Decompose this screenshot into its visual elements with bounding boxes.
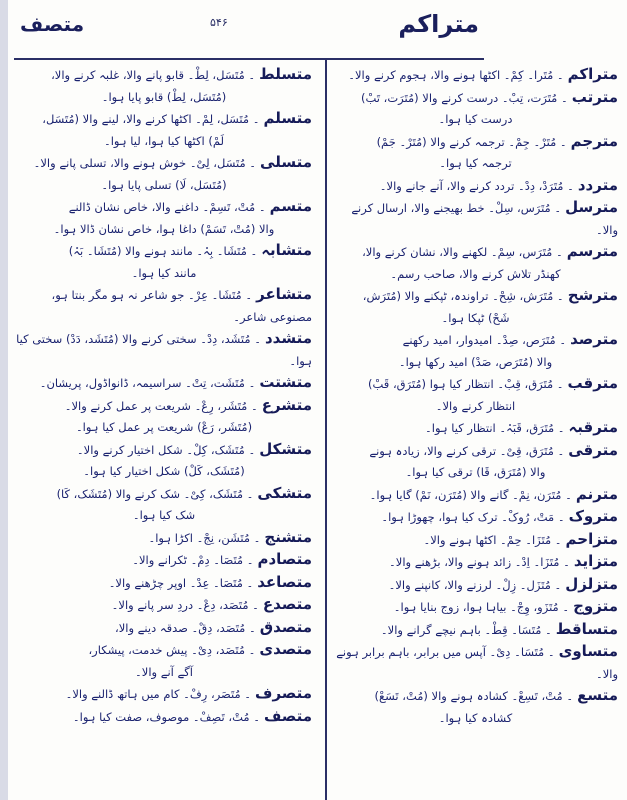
dictionary-entry [16, 527, 312, 550]
entry-continuation: (مُتَشَک، کَلْ) شکل اختیار کیا ہوا۔ [83, 464, 245, 478]
entry-definition: ۔ مُتَزَا۔ اِدْ۔ زائد ہونے والا، بڑھنے والا۔ [389, 555, 570, 569]
entry-headword: متزوج [573, 597, 618, 615]
entry-definition: ۔ مُتَشَد، دِدْ۔ سختی کرنے والا (مُتَشَد، دَدْ) سختی کیا ہوا۔ [16, 332, 312, 368]
entry-definition: ۔ مُتْ، تَسِعْ۔ کشادہ ہونے والا (مُتْ، تَسَعْ) [374, 689, 574, 703]
dictionary-entry [16, 594, 312, 617]
entry-definition: ۔ مُتَزَل۔ زِلْ۔ لرزنے والا، کانپنے والا۔ [388, 577, 562, 592]
entry-definition: ۔ مُتَشَا۔ بِہْ۔ مانند ہونے والا (مُتَشَا۔ بَہْ) [68, 244, 258, 258]
dictionary-entry [333, 484, 618, 507]
entry-headword: متصاعد [257, 572, 312, 591]
dictionary-entry [16, 240, 312, 284]
entry-definition: ۔ مَتْ، رُوکْ۔ ترک کیا ہوا، چھوڑا ہوا۔ [381, 510, 565, 524]
entry-definition: ۔ مُتَصَد، دِقْ۔ صدقہ دینے والا، [114, 620, 256, 635]
entry-continuation: شک کیا ہوا۔ [132, 508, 196, 522]
dictionary-entry [333, 440, 618, 484]
dictionary-entry [16, 617, 312, 640]
dictionary-entry [16, 439, 312, 483]
dictionary-entry [16, 483, 312, 527]
entry-definition: ۔ مُتَصَا۔ دِمْ۔ ٹکرانے والا۔ [132, 553, 254, 567]
entry-definition: ۔ مُتَشَا۔ عِرْ۔ جو شاعر نہ ہو مگر بنتا ہو، مصنوعی شاعر۔ [51, 288, 312, 324]
entry-headword: متشتت [259, 373, 312, 391]
entry-continuation: درست کیا ہوا۔ [438, 112, 513, 126]
entry-definition: ۔ مُتْ، تَصِفْ۔ موصوف، صفت کیا ہوا۔ [72, 709, 260, 724]
entry-definition: ۔ مُتَرَن، نِمْ۔ گانے والا (مُتَرَن، نَمْ) گایا ہوا۔ [369, 487, 572, 502]
dictionary-entry [333, 574, 618, 597]
entry-headword: متصرف [255, 684, 312, 702]
dictionary-entry [16, 64, 312, 108]
entry-definition: ۔ مُتَسَل، لِمْ۔ اکٹھا کرنے والا، لینے والا (مُتَسَل، [42, 112, 260, 126]
dictionary-entry [16, 395, 312, 439]
entry-continuation: مانند کیا ہوا۔ [131, 265, 197, 280]
dictionary-entry [333, 417, 618, 440]
entry-definition: ۔ مُتَرَش، شِحْ۔ تراوندہ، ٹپکنے والا (مُتَرَش، [362, 289, 564, 303]
entry-headword: متصدق [259, 617, 312, 636]
entry-definition: ۔ مُتَشَر، رِعْ۔ شریعت پر عمل کرنے والا۔ [64, 398, 258, 413]
entry-definition: ۔ مُتَسَل، لِیْ۔ خوش ہونے والا، تسلی پانے والا۔ [33, 156, 257, 170]
entry-definition: ۔ مُتَشَن، نِجْ۔ اکڑا ہوا۔ [148, 530, 261, 545]
entry-continuation: شَحْ) ٹپکا ہوا۔ [441, 310, 510, 325]
entry-headword: متصدی [259, 640, 312, 658]
entry-headword: متشنج [264, 527, 312, 546]
entry-continuation: (مُتَسَل، لِطْ) قابو پایا ہوا۔ [101, 89, 227, 104]
dictionary-entry [16, 196, 312, 240]
entry-definition: ۔ مُتَرَق، قَبَہْ۔ انتظار کیا ہوا۔ [425, 421, 565, 435]
entry-definition: ۔ مُتَرَدْ، دِدْ۔ تردد کرنے والا، آنے جانے والا۔ [379, 178, 574, 193]
entry-definition: ۔ مُتَسَل، لِطْ۔ قابو پانے والا، غلبہ کرنے والا، [51, 68, 256, 82]
entry-headword: متراکم [567, 65, 618, 83]
dictionary-entry [333, 551, 618, 574]
entry-definition: ۔ مُتَزَا۔ حِمْ۔ اکٹھا ہونے والا۔ [423, 532, 562, 547]
dictionary-entry [16, 639, 312, 683]
entry-headword: مترسل [565, 198, 618, 216]
entry-headword: متسلط [259, 65, 312, 83]
entry-definition: ۔ مُتَصَر، رِفْ۔ کام میں ہاتھ ڈالنے والا۔ [65, 687, 252, 701]
entry-definition: ۔ مُتَسَا۔ دِیْ۔ آپس میں برابر، باہم برابر ہونے والا۔ [336, 645, 618, 681]
entry-headword: متشرع [261, 395, 312, 414]
entry-headword: مترتب [571, 87, 618, 106]
dictionary-entry [333, 641, 618, 685]
entry-headword: متروک [568, 507, 618, 525]
dictionary-entry [333, 685, 618, 729]
page-number: ۵۴۶ [210, 16, 228, 29]
entry-headword: مترجم [570, 131, 618, 150]
right-guide-word: متراکم [398, 10, 479, 38]
entry-continuation: والا (مُتَرَق، قَا) ترقی کیا ہوا۔ [405, 465, 546, 479]
dictionary-entry [333, 197, 618, 241]
entry-headword: متردد [577, 175, 618, 194]
entry-headword: متزاید [573, 552, 618, 570]
dictionary-entry [16, 372, 312, 395]
dictionary-entry [333, 619, 618, 642]
entry-headword: متسم [269, 197, 312, 215]
dictionary-entry [333, 87, 618, 131]
dictionary-entry [333, 329, 618, 373]
scan-edge [0, 0, 8, 800]
dictionary-entry [16, 549, 312, 572]
entry-continuation: ترجمہ کیا ہوا۔ [439, 156, 512, 170]
right-column [333, 64, 618, 729]
entry-headword: متصادم [257, 550, 312, 568]
entry-definition: ۔ مُتَرا۔ کِمْ۔ اکٹھا ہونے والا، ہجوم کرنے والا۔ [348, 68, 564, 82]
entry-definition: ۔ مُتَصَد، دِیْ۔ پیش خدمت، پیشکار، [88, 643, 256, 657]
entry-definition: ۔ مُتَشَت، تِتْ۔ سراسیمہ، ڈانواڈول، پریشان۔ [39, 376, 256, 390]
entry-definition: ۔ مُتْ، تَسِمْ۔ داغنے والا، خاص نشان ڈالنے [68, 200, 266, 214]
entry-headword: مترقب [567, 374, 618, 392]
dictionary-entry [333, 596, 618, 619]
entry-headword: متشکل [259, 439, 312, 458]
entry-headword: متساوی [558, 642, 618, 660]
entry-definition: ۔ مُتَشَک، کِیْ۔ شک کرنے والا (مُتَشَک، کَا) [56, 486, 254, 501]
entry-headword: متساقط [555, 619, 618, 638]
entry-continuation: لَمْ) اکٹھا کیا ہوا، لیا ہوا۔ [104, 133, 224, 148]
dictionary-entry [16, 108, 312, 152]
entry-definition: ۔ مُتَشَک، کِلْ۔ شکل اختیار کرنے والا۔ [76, 442, 256, 457]
dictionary-entry [333, 175, 618, 198]
entry-headword: مترشح [567, 286, 618, 304]
entry-definition: ۔ مُتَصَد، دِعْ۔ دردِ سر پانے والا۔ [111, 598, 259, 612]
entry-headword: متزلزل [565, 574, 618, 593]
dictionary-entry [333, 241, 618, 285]
entry-headword: متسلی [260, 153, 312, 171]
dictionary-entry [16, 328, 312, 372]
left-column [16, 64, 312, 728]
dictionary-entry [333, 506, 618, 529]
dictionary-entry [333, 529, 618, 552]
entry-definition: ۔ مُتَزَو، وِجْ۔ بیاہا ہوا، زوج بنایا ہوا۔ [393, 600, 570, 614]
dictionary-entry [16, 572, 312, 595]
dictionary-entry [333, 373, 618, 417]
entry-headword: مترقبہ [568, 418, 618, 436]
entry-definition: ۔ مُتَرَس، سِمْ۔ لکھنے والا، نشان کرنے والا، [362, 245, 563, 259]
entry-continuation: انتظار کرنے والا۔ [435, 398, 516, 413]
entry-headword: متشابہ [261, 241, 312, 259]
entry-definition: ۔ مُتَصَا۔ عِدْ۔ اوپر چڑھنے والا۔ [108, 575, 254, 590]
entry-headword: متسع [577, 686, 618, 704]
entry-definition: ۔ مُتَسَا۔ قِطْ۔ باہم نیچے گرانے والا۔ [380, 622, 552, 637]
column-divider [325, 60, 327, 800]
header-rule [14, 58, 484, 60]
entry-continuation: والا (مُتَرَص، صَدْ) امید رکھا ہوا۔ [398, 354, 553, 369]
entry-definition: ۔ مُتَرَت، تِبْ۔ درست کرنے والا (مُتَرَت، تَبْ) [361, 90, 568, 105]
entry-continuation: آگے آنے والا۔ [135, 664, 193, 679]
entry-definition: ۔ مُتَرَس، سِلْ۔ خط بھیجنے والا، ارسال کرنے والا۔ [351, 201, 618, 237]
entry-definition: ۔ مُتَرْ۔ جِمْ۔ ترجمہ کرنے والا (مُتَرْ۔ جَمْ) [376, 134, 567, 149]
entry-headword: متسلم [263, 109, 312, 127]
dictionary-entry [16, 284, 312, 328]
entry-headword: مترنم [575, 484, 618, 503]
dictionary-entry [16, 152, 312, 196]
entry-continuation: (مُتَشَر، رَعْ) شریعت پر عمل کیا ہوا۔ [75, 420, 253, 434]
entry-continuation: والا (مُتْ، تَسَمْ) داغا ہوا، خاص نشان ڈالا ہوا۔ [53, 221, 275, 236]
entry-headword: متشاعر [256, 285, 312, 303]
entry-headword: متشکی [257, 483, 312, 502]
dictionary-entry [333, 131, 618, 175]
entry-headword: متشدد [264, 329, 312, 347]
entry-headword: متصدع [262, 595, 312, 613]
entry-continuation: کشادہ کیا ہوا۔ [438, 710, 513, 725]
entry-headword: مترسم [566, 242, 618, 260]
entry-headword: متصف [263, 706, 312, 725]
dictionary-entry [333, 64, 618, 87]
dictionary-entry [16, 706, 312, 729]
entry-headword: متزاحم [565, 529, 618, 548]
entry-continuation: (مُتَسَل، لَا) تسلی پایا ہوا۔ [101, 177, 227, 192]
entry-definition: ۔ مُتَرَق، قِیْ۔ ترقی کرنے والا، زیادہ ہونے [369, 443, 565, 458]
page-header [20, 0, 479, 60]
entry-headword: مترصد [570, 330, 618, 348]
dictionary-entry [16, 683, 312, 706]
entry-definition: ۔ مُتَرَق، قِبْ۔ انتظار کیا ہوا (مُتَرَق، قَبْ) [368, 377, 564, 391]
entry-definition: ۔ مُتَرَص، صِدْ۔ امیدوار، امید رکھنے [402, 333, 567, 347]
left-guide-word: متصف [20, 12, 85, 36]
entry-headword: مترقی [568, 440, 618, 459]
dictionary-entry [333, 285, 618, 329]
entry-continuation: کھنڈر تلاش کرنے والا، صاحب رسم۔ [390, 266, 561, 281]
